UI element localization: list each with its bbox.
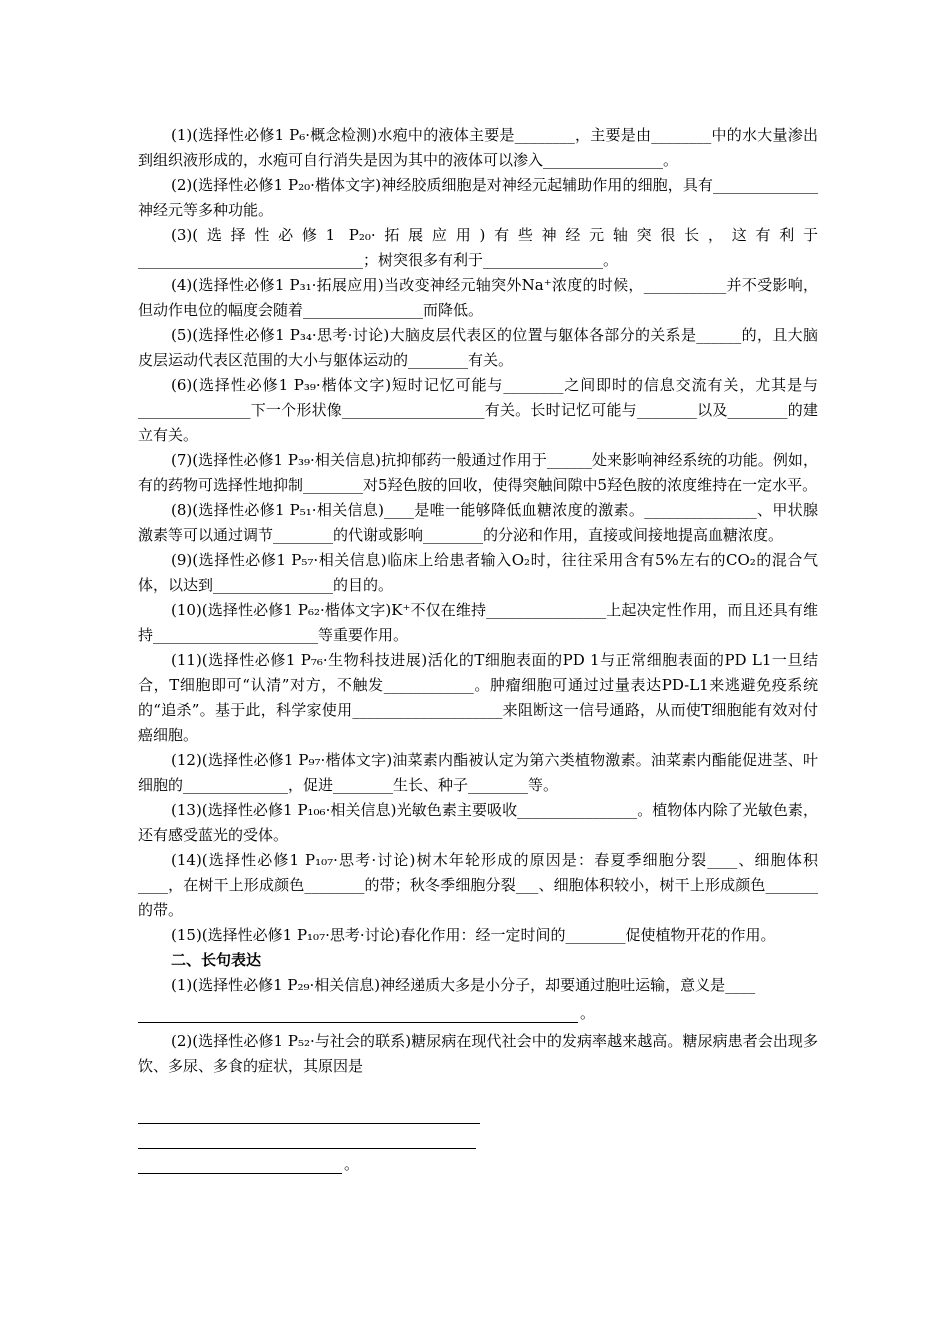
question-15 [138,923,818,948]
answer-line[interactable] [138,1151,342,1174]
question-text: (6)(选择性必修1 P₃₉·楷体文字)短时记忆可能与________之间即时的信息交流有关，尤其是与_______________下一个形状像___________________有关。长时记忆可能与________以及________的建立有关。 [138,376,818,444]
question-2 [138,173,818,223]
question-text: (9)(选择性必修1 P₅₇·相关信息)临床上给患者输入O₂时，往往采用含有5%左右的CO₂的混合气体，以达到________________的目的。 [138,551,818,594]
answer-line-row [138,998,818,1023]
long-question-1 [138,973,818,998]
question-text: (11)(选择性必修1 P₇₆·生物科技进展)活化的T细胞表面的PD 1与正常细胞表面的PD L1一旦结合，T细胞即可“认清”对方，不触发____________。肿瘤细胞可通过过量表达PD-L1来逃避免疫系统的“追杀”。基于此，科学家使用____________________来阻断这一信号通路，从而使T细胞能有效对付癌细胞。 [138,651,818,744]
question-11 [138,648,818,748]
long-question-2 [138,1029,818,1079]
spacer [138,1079,818,1099]
question-text: (8)(选择性必修1 P₅₁·相关信息)____是唯一能够降低血糖浓度的激素。_______________、甲状腺激素等可以通过调节________的代谢或影响________的分泌和作用，直接或间接地提高血糖浓度。 [138,501,818,544]
question-10 [138,598,818,648]
question-text: (15)(选择性必修1 P₁₀₇·思考·讨论)春化作用：经一定时间的________促使植物开花的作用。 [171,926,776,944]
period-mark: 。 [344,1155,360,1173]
document-content [138,123,818,1174]
question-9 [138,548,818,598]
question-text: (5)(选择性必修1 P₃₄·思考·讨论)大脑皮层代表区的位置与躯体各部分的关系是______的，且大脑皮层运动代表区范围的大小与躯体运动的________有关。 [138,326,818,369]
question-text: (14)(选择性必修1 P₁₀₇·思考·讨论)树木年轮形成的原因是：春夏季细胞分裂____、细胞体积____，在树干上形成颜色________的带；秋冬季细胞分裂___、细胞体积较小，树干上形成颜色_______的带。 [138,851,818,919]
question-14 [138,848,818,923]
question-text: (3)(选择性必修1 P₂₀·拓展应用)有些神经元轴突很长，这有利于______________________________；树突很多有利于________________。 [138,226,818,269]
answer-line-row [138,1149,818,1174]
section-heading: 二、长句表达 [171,951,262,969]
question-text: (4)(选择性必修1 P₃₁·拓展应用)当改变神经元轴突外Na⁺浓度的时候，___________并不受影响，但动作电位的幅度会随着________________而降低。 [138,276,818,319]
question-text: (2)(选择性必修1 P₂₀·楷体文字)神经胶质细胞是对神经元起辅助作用的细胞，具有______________神经元等多种功能。 [138,176,818,219]
answer-line-row [138,1124,818,1149]
question-4 [138,273,818,323]
answer-line-row [138,1099,818,1124]
question-12 [138,748,818,798]
question-7 [138,448,818,498]
question-6 [138,373,818,448]
question-8 [138,498,818,548]
period-mark: 。 [580,1004,596,1022]
answer-line[interactable] [138,1000,578,1023]
question-5 [138,323,818,373]
question-text: (12)(选择性必修1 P₉₇·楷体文字)油菜素内酯被认定为第六类植物激素。油菜素内酯能促进茎、叶细胞的______________，促进________生长、种子________等。 [138,751,818,794]
question-text: (7)(选择性必修1 P₃₉·相关信息)抗抑郁药一般通过作用于______处来影响神经系统的功能。例如，有的药物可选择性地抑制________对5羟色胺的回收，使得突触间隙中5羟色胺的浓度维持在一定水平。 [138,451,818,494]
question-13 [138,798,818,848]
question-text: (1)(选择性必修1 P₆·概念检测)水疱中的液体主要是________，主要是由________中的水大量渗出到组织液形成的，水疱可自行消失是因为其中的液体可以渗入________________。 [138,126,818,169]
question-text: (1)(选择性必修1 P₂₉·相关信息)神经递质大多是小分子，却要通过胞吐运输，意义是____ [171,976,756,994]
question-text: (2)(选择性必修1 P₅₂·与社会的联系)糖尿病在现代社会中的发病率越来越高。糖尿病患者会出现多饮、多尿、多食的症状，其原因是 [138,1032,818,1075]
answer-line[interactable] [138,1126,476,1149]
question-1 [138,123,818,173]
answer-line[interactable] [138,1101,480,1124]
question-text: (13)(选择性必修1 P₁₀₆·相关信息)光敏色素主要吸收________________。植物体内除了光敏色素，还有感受蓝光的受体。 [138,801,818,844]
question-text: (10)(选择性必修1 P₆₂·楷体文字)K⁺不仅在维持________________上起决定性作用，而且还具有维持______________________等重要作用。 [138,601,818,644]
question-3 [138,223,818,273]
